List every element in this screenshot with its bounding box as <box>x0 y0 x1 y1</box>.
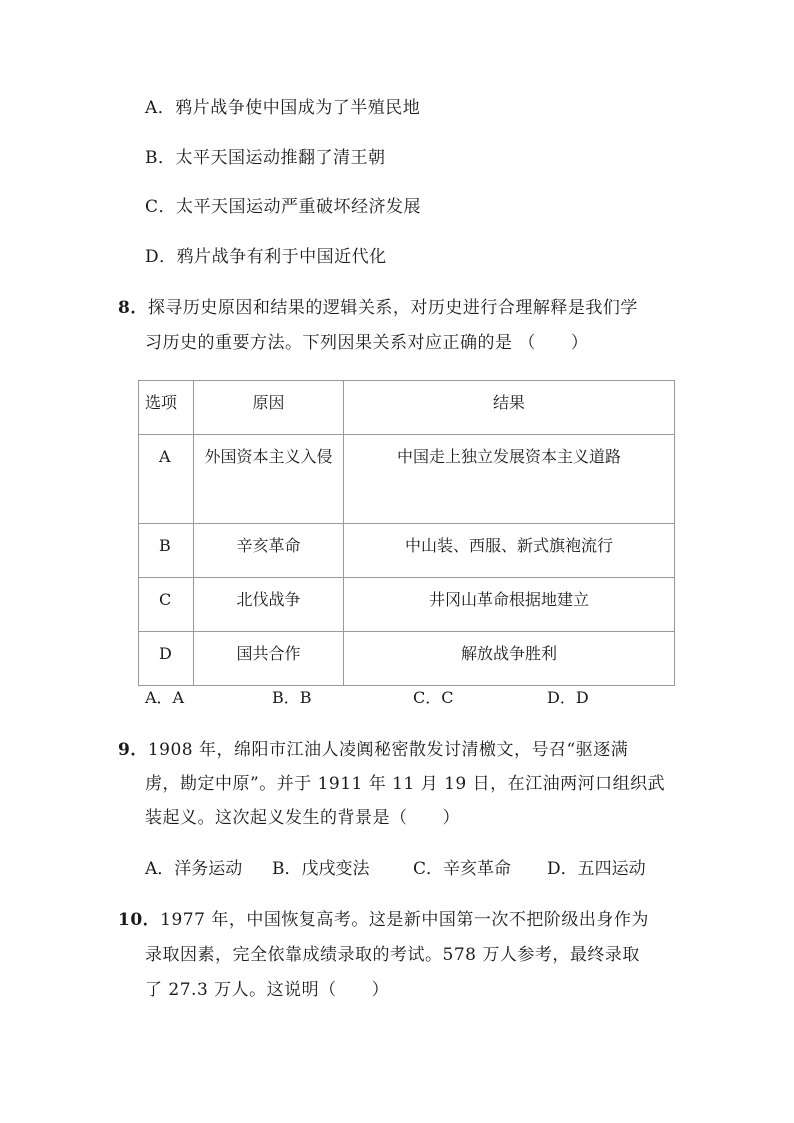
q8-answer-b: B．B <box>272 688 312 707</box>
q10-stem-line2: 录取因素，完全依靠成绩录取的考试。578 万人参考，最终录取 <box>145 945 640 965</box>
q8-line1-text: 探寻历史原因和结果的逻辑关系，对历史进行合理解释是我们学 <box>147 298 638 318</box>
table-cell-cause: 辛亥革命 <box>194 524 344 578</box>
q7-option-d: D．鸦片战争有利于中国近代化 <box>145 247 387 267</box>
q10-stem-line1 <box>118 910 649 930</box>
table-cell-result: 中国走上独立发展资本主义道路 <box>344 435 675 524</box>
table-header-result: 结果 <box>344 381 675 435</box>
table-cell-cause: 外国资本主义入侵 <box>194 435 344 524</box>
table-row <box>139 632 675 686</box>
table-header-row <box>139 381 675 435</box>
q9-answer-d: D．五四运动 <box>547 859 646 879</box>
table-cell-cause: 北伐战争 <box>194 578 344 632</box>
table-header-option: 选项 <box>139 381 194 435</box>
q10-number: 10． <box>118 910 161 930</box>
table-cell-result: 中山装、西服、新式旗袍流行 <box>344 524 675 578</box>
q9-answer-b: B．戊戌变法 <box>272 859 370 879</box>
q7-option-c: C．太平天国运动严重破坏经济发展 <box>145 197 422 217</box>
table-cell-option: D <box>139 632 194 686</box>
q9-number: 9． <box>118 740 148 760</box>
q9-answer-a: A．洋务运动 <box>145 859 243 879</box>
table-row <box>139 435 675 524</box>
table-cell-option: B <box>139 524 194 578</box>
q9-stem-line1 <box>118 740 628 760</box>
q7-option-a: A．鸦片战争使中国成为了半殖民地 <box>145 98 421 118</box>
table-cell-result: 解放战争胜利 <box>344 632 675 686</box>
table-row <box>139 524 675 578</box>
q10-line1-text: 1977 年，中国恢复高考。这是新中国第一次不把阶级出身作为 <box>160 910 649 930</box>
table-cell-option: A <box>139 435 194 524</box>
q7-option-b: B．太平天国运动推翻了清王朝 <box>145 148 386 168</box>
q8-stem-line2: 习历史的重要方法。下列因果关系对应正确的是 （ ） <box>145 333 589 353</box>
q8-cause-effect-table <box>138 380 675 686</box>
table-row <box>139 578 675 632</box>
table-header-cause: 原因 <box>194 381 344 435</box>
q8-answer-d: D．D <box>547 688 589 707</box>
q8-answer-c: C．C <box>413 688 454 707</box>
table-cell-cause: 国共合作 <box>194 632 344 686</box>
table-cell-option: C <box>139 578 194 632</box>
q9-line1-text: 1908 年，绵阳市江油人凌阗秘密散发讨清檄文，号召“驱逐满 <box>147 740 629 760</box>
q8-number: 8． <box>118 298 148 318</box>
q9-answer-c: C．辛亥革命 <box>413 859 512 879</box>
q9-stem-line2: 虏，勘定中原”。并于 1911 年 11 月 19 日，在江油两河口组织武 <box>145 774 666 794</box>
q8-answer-a: A．A <box>145 688 185 707</box>
q9-stem-line3: 装起义。这次起义发生的背景是（ ） <box>145 808 460 828</box>
table-cell-result: 井冈山革命根据地建立 <box>344 578 675 632</box>
q10-stem-line3: 了 27.3 万人。这说明（ ） <box>145 980 390 1000</box>
q8-stem-line1 <box>118 298 638 318</box>
